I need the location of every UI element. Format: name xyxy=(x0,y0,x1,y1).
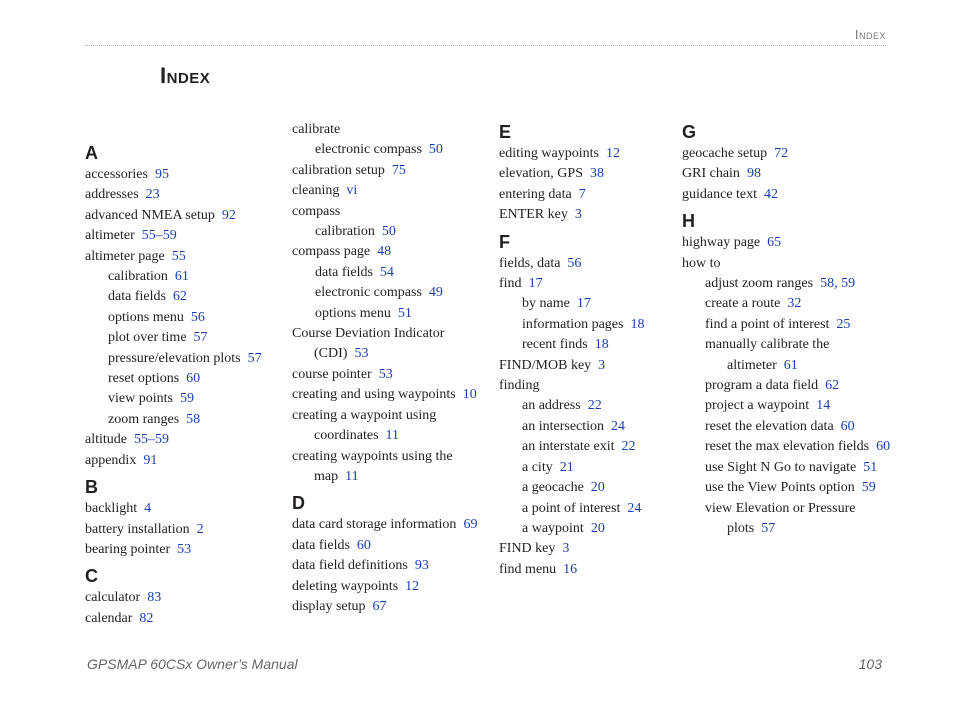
page-reference-link[interactable]: 82 xyxy=(139,610,154,626)
index-term: battery installation xyxy=(85,521,190,537)
page-reference-link[interactable]: 54 xyxy=(379,264,394,280)
index-subentry xyxy=(682,274,892,294)
index-column-4 xyxy=(682,120,892,539)
index-term: find menu xyxy=(499,561,557,577)
page-reference-link[interactable]: 56 xyxy=(190,309,205,325)
index-term: calibration xyxy=(108,269,168,285)
index-term: Course Deviation Indicator (CDI) xyxy=(292,326,445,362)
index-term: finding xyxy=(499,378,540,394)
index-subentry xyxy=(682,499,892,540)
page-reference-link[interactable]: 53 xyxy=(177,541,192,557)
index-term: bearing pointer xyxy=(85,541,171,557)
index-term: how to xyxy=(682,255,721,271)
index-entry xyxy=(85,540,285,560)
page-reference-link[interactable]: 49 xyxy=(428,285,443,301)
page-reference-link[interactable]: 60 xyxy=(840,418,855,434)
index-term: electronic compass xyxy=(315,142,422,158)
index-subentry xyxy=(499,499,699,519)
page-reference-link[interactable]: 7 xyxy=(578,186,586,202)
index-term: data card storage information xyxy=(292,517,457,533)
index-term: FIND/MOB key xyxy=(499,357,592,373)
page-reference-link[interactable]: 48 xyxy=(377,244,392,260)
index-subentry xyxy=(499,417,699,437)
page-reference-link[interactable]: vi xyxy=(346,183,358,199)
index-term: deleting waypoints xyxy=(292,578,399,594)
index-entry xyxy=(499,376,699,396)
index-entry xyxy=(85,499,285,519)
index-entry xyxy=(85,520,285,540)
page-reference-link[interactable]: 17 xyxy=(528,276,543,292)
index-entry xyxy=(682,254,892,274)
index-term: data fields xyxy=(315,264,373,280)
page-reference-link[interactable]: 18 xyxy=(630,316,645,332)
page-reference-link[interactable]: 59 xyxy=(179,391,194,407)
index-term: view Elevation or Pressure plots xyxy=(705,500,856,536)
index-term: view points xyxy=(108,391,173,407)
page-reference-link[interactable]: 53 xyxy=(378,366,393,382)
index-subentry xyxy=(85,287,285,307)
index-subentry xyxy=(499,294,699,314)
page-reference-link[interactable]: 22 xyxy=(587,398,602,414)
index-entry xyxy=(499,560,699,580)
index-term: course pointer xyxy=(292,366,372,382)
index-entry xyxy=(292,161,492,181)
index-entry xyxy=(682,185,892,205)
page-reference-link[interactable]: 62 xyxy=(172,289,187,305)
index-term: recent finds xyxy=(522,337,588,353)
page-reference-link[interactable]: 11 xyxy=(345,468,359,484)
page-number: 103 xyxy=(858,656,882,672)
index-entry xyxy=(292,324,492,365)
page-reference-link[interactable]: 17 xyxy=(576,296,591,312)
index-term: data fields xyxy=(292,537,350,553)
index-term: program a data field xyxy=(705,378,819,394)
page-reference-link[interactable]: 67 xyxy=(372,598,387,614)
page-reference-link[interactable]: 57 xyxy=(193,330,208,346)
page-reference-link[interactable]: 95 xyxy=(154,167,169,182)
index-letter-heading: A xyxy=(85,143,98,163)
index-subentry xyxy=(85,369,285,389)
page-reference-link[interactable]: 51 xyxy=(397,305,412,321)
index-term: altitude xyxy=(85,432,127,448)
running-head: Index xyxy=(854,27,886,42)
index-subentry xyxy=(85,328,285,348)
index-term: use Sight N Go to navigate xyxy=(705,459,857,475)
index-entry xyxy=(682,233,892,253)
page-reference-link[interactable]: 18 xyxy=(594,337,609,353)
index-term: find a point of interest xyxy=(705,316,830,332)
index-term: GRI chain xyxy=(682,166,740,182)
index-subentry xyxy=(682,376,892,396)
page-reference-link[interactable]: 24 xyxy=(627,500,642,516)
index-term: highway page xyxy=(682,235,761,251)
index-subentry xyxy=(499,335,699,355)
page-reference-link[interactable]: 42 xyxy=(764,186,779,202)
page-reference-link[interactable]: 51 xyxy=(863,459,878,475)
index-term: an address xyxy=(522,398,581,414)
page-reference-link[interactable]: 72 xyxy=(774,146,789,161)
index-term: FIND key xyxy=(499,541,556,557)
index-entry xyxy=(499,254,699,274)
index-entry xyxy=(499,274,699,294)
index-term: ENTER key xyxy=(499,207,568,223)
index-entry xyxy=(682,144,892,164)
index-term: plot over time xyxy=(108,330,187,346)
index-entry xyxy=(682,164,892,184)
index-entry xyxy=(292,597,492,617)
index-entry xyxy=(292,242,492,262)
index-entry xyxy=(292,577,492,597)
index-subentry xyxy=(682,315,892,335)
page-reference-link[interactable]: 12 xyxy=(405,578,420,594)
index-term: project a waypoint xyxy=(705,398,810,414)
page-reference-link[interactable]: 62 xyxy=(825,378,840,394)
index-term: zoom ranges xyxy=(108,411,180,427)
page-reference-link[interactable]: 16 xyxy=(563,561,578,577)
page-reference-link[interactable]: 58 xyxy=(186,411,201,427)
page-reference-link[interactable]: 75 xyxy=(391,162,406,178)
index-subentry xyxy=(292,304,492,324)
index-letter-heading: C xyxy=(85,566,98,587)
index-entry xyxy=(499,356,699,376)
index-term: addresses xyxy=(85,187,139,203)
page-reference-link[interactable]: 21 xyxy=(559,459,574,475)
index-term: creating a waypoint using coordinates xyxy=(292,407,437,444)
page-reference-link[interactable]: 60 xyxy=(876,439,891,455)
index-subentry xyxy=(682,417,892,437)
page-reference-link[interactable]: 93 xyxy=(414,558,429,574)
index-subentry xyxy=(85,349,285,369)
page-reference-link[interactable]: 55–59 xyxy=(134,432,169,448)
index-term: use the View Points option xyxy=(705,480,855,496)
index-term: reset options xyxy=(108,371,180,387)
index-entry xyxy=(292,202,492,222)
index-entry xyxy=(85,588,285,608)
index-term: an interstate exit xyxy=(522,439,615,455)
page-reference-link[interactable]: 60 xyxy=(356,537,371,553)
index-term: by name xyxy=(522,296,570,312)
index-term: entering data xyxy=(499,186,572,202)
index-term: editing waypoints xyxy=(499,146,599,161)
page-reference-link[interactable]: 61 xyxy=(783,357,798,373)
index-entry xyxy=(85,609,285,629)
index-entry xyxy=(85,451,285,471)
index-term: compass page xyxy=(292,244,371,260)
index-term: creating waypoints using the map xyxy=(292,448,453,484)
index-entry xyxy=(292,120,492,140)
page-reference-link[interactable]: 55 xyxy=(171,248,186,264)
page-reference-link[interactable]: 32 xyxy=(787,296,802,312)
page-reference-link[interactable]: 53 xyxy=(354,346,369,362)
index-subentry xyxy=(682,437,892,457)
index-term: accessories xyxy=(85,167,148,182)
index-subentry xyxy=(499,478,699,498)
index-column-1 xyxy=(85,141,285,629)
index-term: compass xyxy=(292,203,341,219)
page-reference-link[interactable]: 91 xyxy=(143,452,158,468)
index-term: create a route xyxy=(705,296,781,312)
page-reference-link[interactable]: 69 xyxy=(463,517,478,533)
index-term: display setup xyxy=(292,598,366,614)
header-divider xyxy=(85,45,886,46)
index-term: calculator xyxy=(85,590,141,606)
page-reference-link[interactable]: 22 xyxy=(621,439,636,455)
page-reference-link[interactable]: 55–59 xyxy=(141,228,177,244)
index-subentry xyxy=(682,335,892,376)
index-term: options menu xyxy=(108,309,184,325)
index-term: guidance text xyxy=(682,186,758,202)
index-entry xyxy=(292,515,492,535)
page-reference-link[interactable]: 3 xyxy=(574,207,582,223)
index-term: data field definitions xyxy=(292,558,408,574)
index-subentry xyxy=(85,410,285,430)
page-reference-link[interactable]: 50 xyxy=(428,142,443,158)
index-entry xyxy=(292,536,492,556)
index-term: adjust zoom ranges xyxy=(705,276,814,292)
index-subentry xyxy=(499,315,699,335)
page-reference-link[interactable]: 3 xyxy=(598,357,606,373)
index-term: calibration setup xyxy=(292,162,385,178)
page-reference-link[interactable]: 61 xyxy=(174,269,189,285)
index-subentry xyxy=(682,458,892,478)
page-reference-link[interactable]: 83 xyxy=(147,590,162,606)
index-entry xyxy=(292,447,492,488)
index-entry xyxy=(85,247,285,267)
index-term: manually calibrate the altimeter xyxy=(705,337,830,373)
index-subentry xyxy=(292,140,492,160)
index-term: pressure/elevation plots xyxy=(108,350,241,366)
page-reference-link[interactable]: 2 xyxy=(196,521,204,537)
page-reference-link[interactable]: 57 xyxy=(761,520,776,536)
page-reference-link[interactable]: 56 xyxy=(567,255,582,271)
index-letter-heading: G xyxy=(682,122,697,142)
index-entry xyxy=(499,164,699,184)
index-term: a geocache xyxy=(522,480,584,496)
page-reference-link[interactable]: 10 xyxy=(462,387,477,403)
index-letter-heading: E xyxy=(499,122,512,142)
index-term: advanced NMEA setup xyxy=(85,207,215,223)
index-term: electronic compass xyxy=(315,285,422,301)
index-term: altimeter page xyxy=(85,248,165,264)
page-reference-link[interactable]: 3 xyxy=(562,541,570,557)
index-subentry xyxy=(292,263,492,283)
index-term: information pages xyxy=(522,316,624,332)
index-term: a city xyxy=(522,459,553,475)
index-term: find xyxy=(499,276,522,292)
page-reference-link[interactable]: 24 xyxy=(611,418,626,434)
index-term: geocache setup xyxy=(682,146,768,161)
index-subentry xyxy=(499,396,699,416)
page-reference-link[interactable]: 11 xyxy=(385,428,400,444)
index-term: calibrate xyxy=(292,122,341,137)
page-reference-link[interactable]: 98 xyxy=(746,166,761,182)
index-term: creating and using waypoints xyxy=(292,387,456,403)
index-subentry xyxy=(499,519,699,539)
index-term: calendar xyxy=(85,610,133,626)
page-reference-link[interactable]: 59 xyxy=(861,480,876,496)
index-entry xyxy=(499,539,699,559)
index-term: reset the max elevation fields xyxy=(705,439,870,455)
index-term: fields, data xyxy=(499,255,561,271)
index-term: options menu xyxy=(315,305,391,321)
index-entry xyxy=(85,165,285,185)
index-column-2 xyxy=(292,120,492,617)
index-letter-heading: H xyxy=(682,211,695,232)
index-term: backlight xyxy=(85,501,138,517)
manual-title: GPSMAP 60CSx Owner’s Manual xyxy=(87,656,298,672)
page-reference-link[interactable]: 23 xyxy=(145,187,160,203)
page-reference-link[interactable]: 60 xyxy=(186,371,201,387)
index-entry xyxy=(292,181,492,201)
index-subentry xyxy=(682,396,892,416)
index-term: appendix xyxy=(85,452,137,468)
index-subentry xyxy=(85,389,285,409)
index-letter-heading: F xyxy=(499,231,510,252)
index-entry xyxy=(292,556,492,576)
page-reference-link[interactable]: 12 xyxy=(605,146,620,161)
index-term: cleaning xyxy=(292,183,340,199)
page-reference-link[interactable]: 38 xyxy=(590,166,604,182)
index-subentry xyxy=(499,458,699,478)
index-subentry xyxy=(85,308,285,328)
page-reference-link[interactable]: 92 xyxy=(221,207,236,223)
index-subentry xyxy=(292,222,492,242)
index-entry xyxy=(499,205,699,225)
page-reference-link[interactable]: 4 xyxy=(144,501,152,517)
index-entry xyxy=(292,406,492,447)
index-column-3 xyxy=(499,120,699,580)
index-term: altimeter xyxy=(85,228,135,244)
index-letter-heading: B xyxy=(85,477,98,498)
page-reference-link[interactable]: 65 xyxy=(767,235,782,251)
index-entry xyxy=(292,365,492,385)
page-reference-link[interactable]: 58, 59 xyxy=(820,276,856,292)
index-subentry xyxy=(85,267,285,287)
page-reference-link[interactable]: 14 xyxy=(816,398,831,414)
index-entry xyxy=(85,430,285,450)
index-entry xyxy=(85,206,285,226)
page-reference-link[interactable]: 20 xyxy=(590,520,605,536)
page-reference-link[interactable]: 57 xyxy=(247,350,262,366)
index-letter-heading: D xyxy=(292,493,305,514)
index-subentry xyxy=(292,283,492,303)
page-reference-link[interactable]: 25 xyxy=(836,316,851,332)
page-reference-link[interactable]: 50 xyxy=(381,224,396,240)
index-entry xyxy=(499,185,699,205)
index-subentry xyxy=(682,294,892,314)
index-subentry xyxy=(682,478,892,498)
index-entry xyxy=(292,385,492,405)
index-term: reset the elevation data xyxy=(705,418,834,434)
index-term: elevation, GPS xyxy=(499,166,583,182)
index-term: calibration xyxy=(315,224,375,240)
page-reference-link[interactable]: 20 xyxy=(590,480,605,496)
index-entry xyxy=(85,185,285,205)
page-title: Index xyxy=(160,63,211,88)
index-term: data fields xyxy=(108,289,166,305)
index-term: a point of interest xyxy=(522,500,621,516)
index-term: an intersection xyxy=(522,418,605,434)
index-entry xyxy=(85,226,285,246)
index-subentry xyxy=(499,437,699,457)
index-entry xyxy=(499,144,699,164)
index-term: a waypoint xyxy=(522,520,584,536)
